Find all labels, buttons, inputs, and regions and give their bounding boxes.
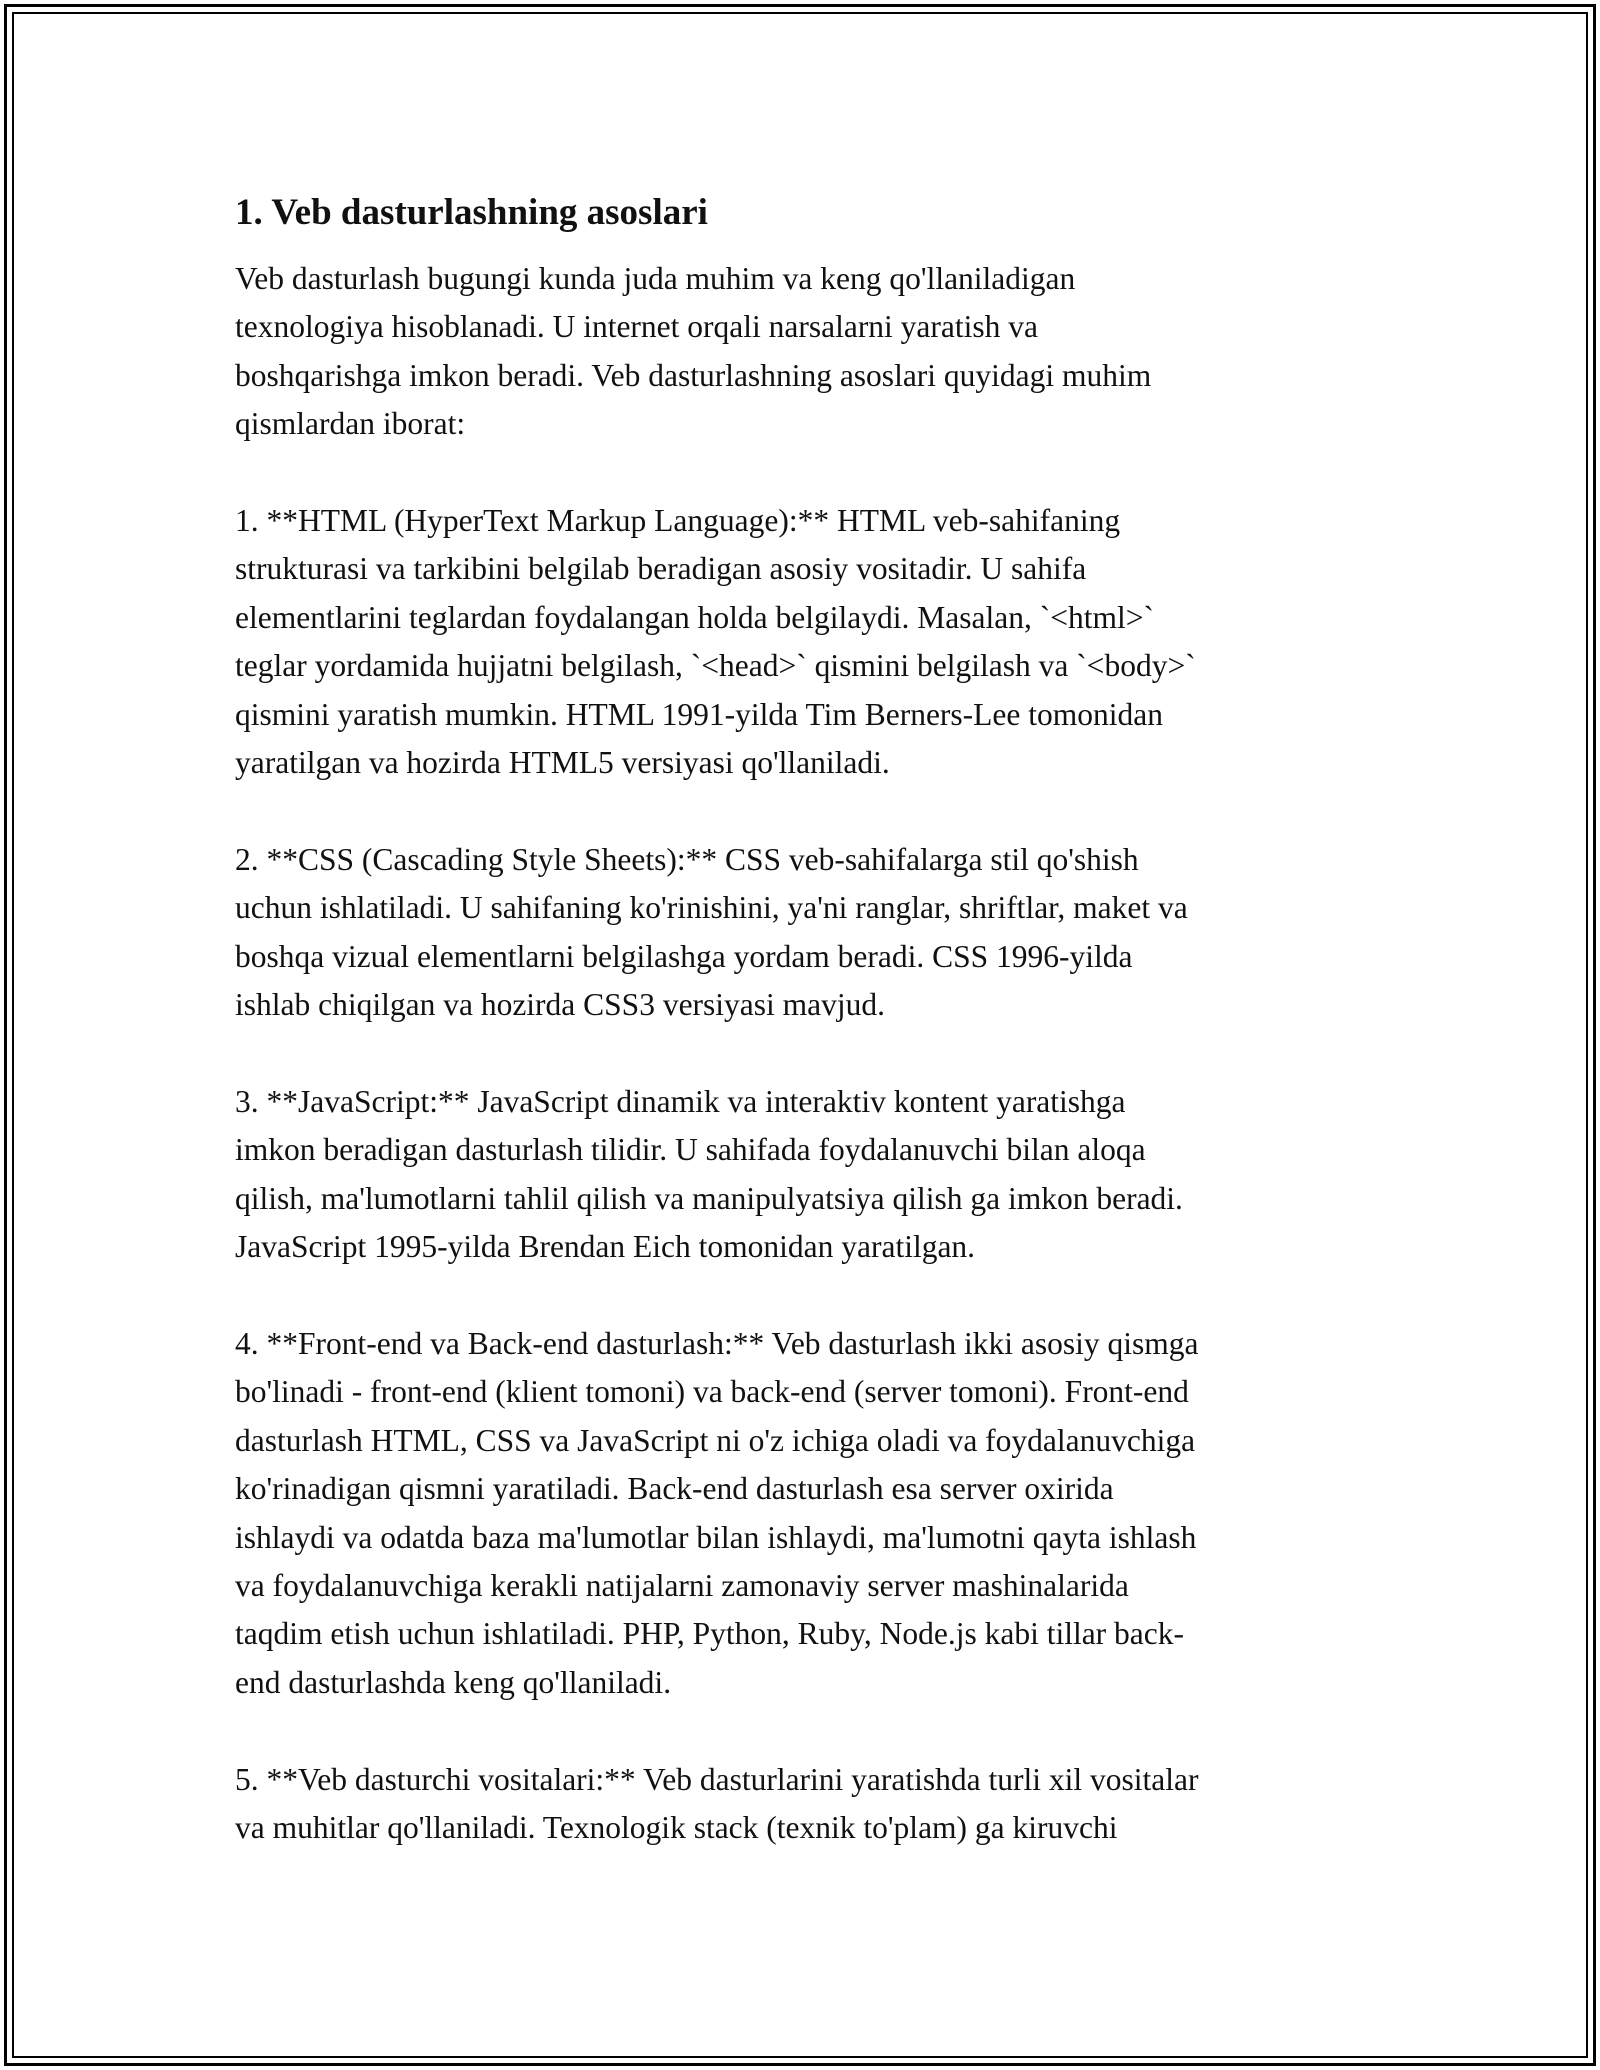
css-paragraph: 2. **CSS (Cascading Style Sheets):** CSS veb-sahifalarga stil qo'shish uchun ishlatiladi. U sahifaning ko'rinishini, ya'ni ranglar, shriftlar, maket va boshqa vizual elementlarni belgilashga yordam beradi. CSS 1996-yilda ishlab chiqilgan va hozirda CSS3 versiyasi mavjud. [235,841,1188,1023]
html-paragraph: 1. **HTML (HyperText Markup Language):** HTML veb-sahifaning strukturasi va tarkibini belgilab beradigan asosiy vositadir. U sahifa elementlarini teglardan foydalangan holda belgilaydi. Masalan, `<html>` teglar yordamida hujjatni belgilash, `<head>` qismini belgilash va `<body>` qismini yaratish mumkin. HTML 1991-yilda Tim Berners-Lee tomonidan yaratilgan va hozirda HTML5 versiyasi qo'llaniladi. [235,503,1196,781]
section-heading: 1. Veb dasturlashning asoslari [235,192,708,233]
document-body [235,185,1375,1852]
intro-paragraph: Veb dasturlash bugungi kunda juda muhim va keng qo'llaniladigan texnologiya hisoblanadi. U internet orqali narsalarni yaratish va boshqarishga imkon beradi. Veb dasturlashning asoslari quyidagi muhim qismlardan iborat: [235,261,1152,442]
frontend-backend-paragraph: 4. **Front-end va Back-end dasturlash:** Veb dasturlash ikki asosiy qismga bo'linadi - front-end (klient tomoni) va back-end (server tomoni). Front-end dasturlash HTML, CSS va JavaScript ni o'z ichiga oladi va foydalanuvchiga ko'rinadigan qismni yaratiladi. Back-end dasturlash esa server oxirida ishlaydi va odatda baza ma'lumotlar bilan ishlaydi, ma'lumotni qayta ishlash va foydalanuvchiga kerakli natijalarni zamonaviy server mashinalarida taqdim etish uchun ishlatiladi. PHP, Python, Ruby, Node.js kabi tillar back- end dasturlashda keng qo'llaniladi. [235,1325,1199,1700]
javascript-paragraph: 3. **JavaScript:** JavaScript dinamik va interaktiv kontent yaratishga imkon beradigan dasturlash tilidir. U sahifada foydalanuvchi bilan aloqa qilish, ma'lumotlarni tahlil qilish va manipulyatsiya qilish ga imkon beradi. JavaScript 1995-yilda Brendan Eich tomonidan yaratilgan. [235,1083,1183,1265]
tools-paragraph: 5. **Veb dasturchi vositalari:** Veb dasturlarini yaratishda turli xil vositalar va muhitlar qo'llaniladi. Texnologik stack (texnik to'plam) ga kiruvchi [235,1761,1199,1845]
